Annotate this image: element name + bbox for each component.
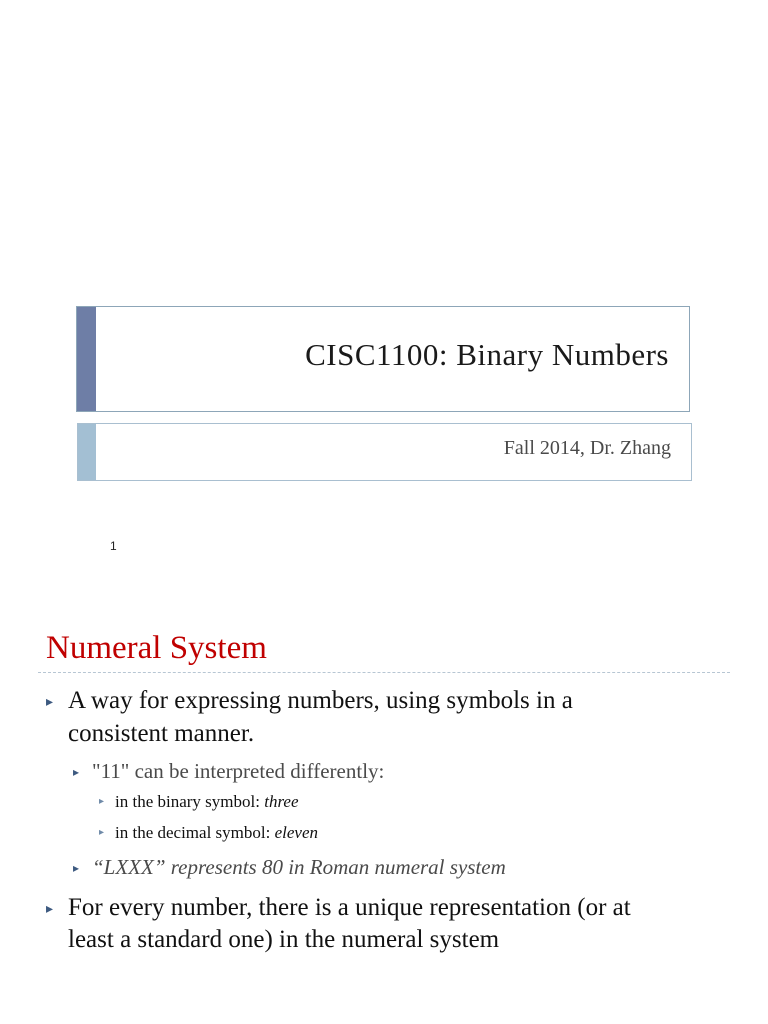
subtitle-accent-bar bbox=[78, 424, 96, 480]
sub-sub-bullet-item bbox=[99, 821, 318, 845]
slide-title: CISC1100: Binary Numbers bbox=[305, 337, 669, 372]
sub-bullet-arrow-icon: ▸ bbox=[73, 765, 80, 779]
bullet-item bbox=[46, 891, 631, 924]
sub-bullet-arrow-icon: ▸ bbox=[73, 861, 80, 875]
bullet-text: A way for expressing numbers, using symbols in a bbox=[68, 687, 573, 714]
bullet-text: least a standard one) in the numeral system bbox=[68, 926, 500, 953]
bullet-continuation bbox=[68, 923, 499, 956]
sub-bullet-text: "11" can be interpreted differently: bbox=[92, 759, 385, 783]
content-slide bbox=[0, 600, 768, 1024]
sub-bullet-item bbox=[73, 757, 385, 785]
sub-bullet-text: “LXXX” represents 80 in Roman numeral system bbox=[92, 855, 506, 879]
heading-divider bbox=[38, 672, 730, 673]
sub-sub-bullet-arrow-icon: ▸ bbox=[99, 796, 105, 807]
subtitle-box bbox=[77, 423, 692, 481]
slide-heading: Numeral System bbox=[46, 630, 267, 666]
sub-sub-bullet-text: in the decimal symbol: bbox=[115, 823, 275, 842]
title-accent-bar bbox=[77, 307, 96, 411]
slide-subtitle: Fall 2014, Dr. Zhang bbox=[503, 437, 671, 459]
bullet-text: For every number, there is a unique representation (or at bbox=[68, 894, 631, 921]
sub-sub-bullet-arrow-icon: ▸ bbox=[99, 827, 105, 838]
title-box bbox=[76, 306, 690, 412]
page-number: 1 bbox=[110, 539, 117, 553]
bullet-item bbox=[46, 684, 573, 717]
sub-bullet-item bbox=[73, 853, 506, 881]
sub-sub-bullet-text: in the binary symbol: bbox=[115, 792, 265, 811]
emphasized-word: eleven bbox=[274, 823, 318, 842]
bullet-arrow-icon: ▸ bbox=[46, 695, 54, 710]
bullet-arrow-icon: ▸ bbox=[46, 902, 54, 917]
bullet-text: consistent manner. bbox=[68, 720, 255, 747]
sub-sub-bullet-item bbox=[99, 790, 299, 814]
bullet-continuation bbox=[68, 717, 254, 750]
emphasized-word: three bbox=[264, 792, 299, 811]
